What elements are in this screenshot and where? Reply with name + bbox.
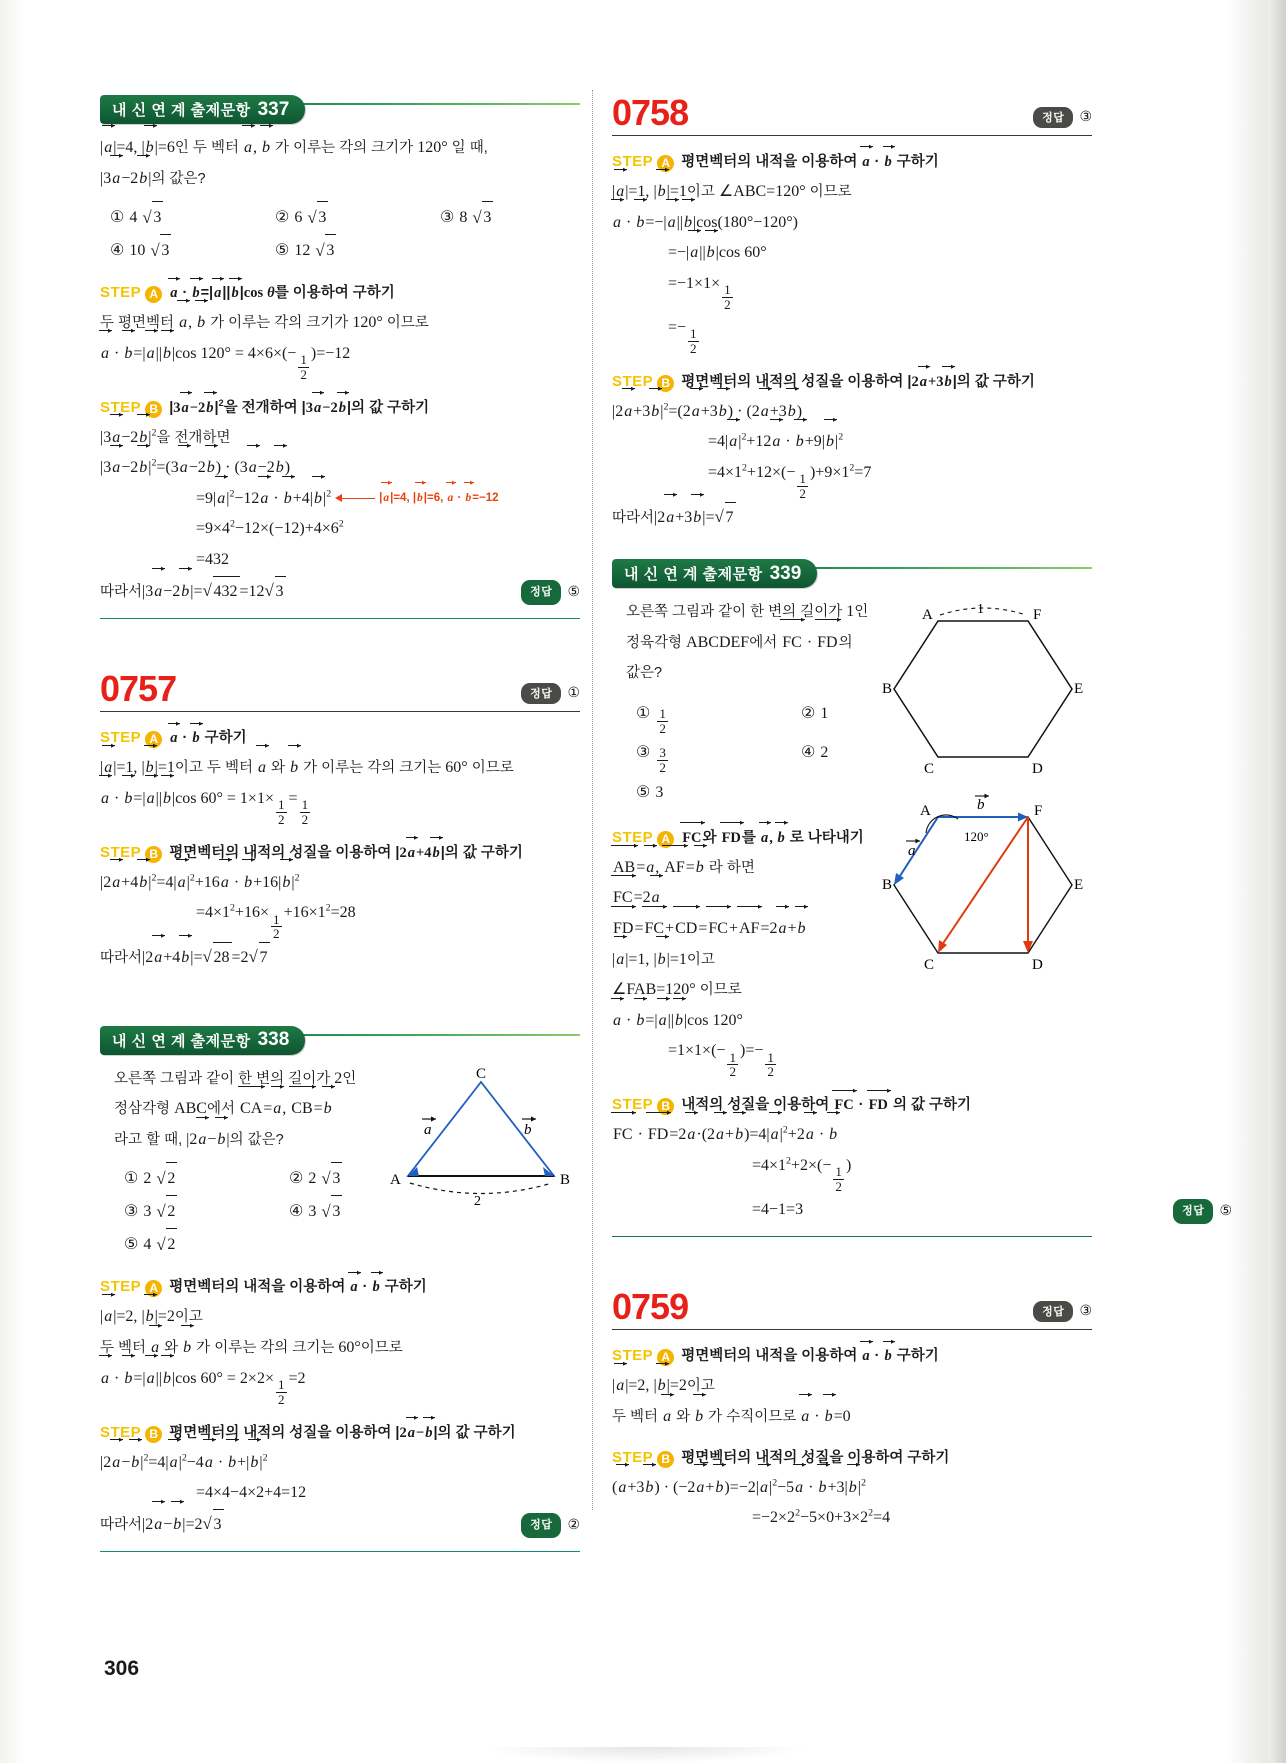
step-a-0758-line-3: =−|a||b|cos 60° [612,238,1092,268]
question-339-line-2: 정육각형 ABCDEF에서 FC · FD의 [626,628,1092,658]
naeshin-pill [100,1026,305,1055]
choice-5: ⑤ 3 [636,784,664,802]
svg-text:E: E [1074,877,1084,894]
hexagon-vectors-svg [882,789,1092,979]
step-a-339-line-2: FC=2a [612,883,1092,913]
svg-text:F: F [1033,607,1042,624]
step-a-339-line-1: AB=a, AF=b 라 하면 [612,853,1092,883]
step-b-338-line-2: =4×4−4×2+4=12 [196,1484,307,1502]
step-letter: B [145,401,162,418]
svg-text:B: B [882,877,893,894]
problem-number: 0759 [612,1286,689,1328]
choice-1: ① 2 √ 2 [124,1162,289,1195]
step-b-0759-line-2: $=-2\times 2^2-5\times 0+3\times 2^2=4$ [752,1507,891,1527]
answer-label: 정답 [521,1513,561,1538]
step-letter: A [145,286,162,303]
left-column [100,95,580,1552]
step-b-0757-line-1: $|2a+4b|^2=4|a|^2+16a \cdot b+16|b|^2$ [100,868,580,898]
answer-value: ⑤ [1219,1203,1232,1219]
hexagon-svg [882,597,1087,777]
answer-label: 정답 [521,683,561,704]
answer-value: ⑤ [567,584,580,600]
step-title: a · b 구하기 [170,730,247,747]
problem-339 [612,559,1232,1237]
step-a-0757-line-1: |a|=1, |b|=1이고 두 벡터 a 와 b 가 이루는 각의 크기는 60° 이므로 [100,753,580,783]
step-word: STEP [100,843,142,861]
step-title: 평면벡터의 내적을 이용하여 a · b 구하기 [681,154,939,170]
step-b-0758-line-3: $=4\times 1^2+12\times(-$ $\frac{1}{2}$ )$+9\times 1^2=7$ [708,462,872,501]
step-word: STEP [612,1347,654,1365]
step-a-0758-line-2: a · b=−|a||b|cos(180°−120°) [612,208,1092,238]
step-b-0757-line-3: 따라서|2a+4b|= √ 28 =2 √ 7 [100,942,580,973]
page-number: 306 [104,1657,140,1680]
step-title: 평면벡터의 내적의 성질을 이용하여 |2a+3b|의 값 구하기 [681,373,1035,390]
problem-0758 [612,92,1092,532]
step-b-337-line-1: $|3a-2b|^2$을 전개하면 [100,423,580,453]
choice-1: ① 4 √ 3 [110,201,275,234]
svg-text:A: A [920,803,931,820]
step-a-0759-line-1: |a|=2, |b|=2이고 [612,1371,1092,1401]
question-line-2: |3a−2b|의 값은? [100,164,580,194]
problem-0758-header [612,92,1092,136]
step-a-0758-line-4: =−1×1× $\frac{1}{2}$ [668,274,731,312]
step-word: STEP [612,1096,654,1114]
step-letter: B [657,1451,674,1468]
question-338-line-2: 정삼각형 ABC에서 CA=a, CB=b [114,1094,580,1124]
problem-number: 0757 [100,668,177,710]
step-b-0758-line-2: $=4|a|^2+12a \cdot b+9|b|^2$ [612,427,1092,457]
arrow-icon [335,494,375,503]
step-a-0758-line-1: |a|=1, |b|=1이고 ∠ABC=120° 이므로 [612,177,1092,207]
answer-badge-0758 [1033,107,1092,128]
answer-value: ③ [1079,110,1092,125]
step-b-0757 [100,841,580,862]
step-a-0757 [100,726,580,747]
step-a-338-line-1: |a|=2, |b|=2이고 [100,1302,580,1332]
step-a-339-line-3: FD=FC+CD=FC+AF=2a+b [612,914,1092,944]
naeshin-header-339 [612,559,1092,589]
svg-text:A: A [390,1171,401,1188]
choice-3: ③ 3 √ 2 [124,1195,289,1228]
problem-0759 [612,1286,1092,1532]
step-a-0757-line-2: a · b=|a||b|cos 60° = 1×1× $\frac{1}{2}$ = $\frac{1}{2}$ [100,784,580,827]
step-word: STEP [612,1448,654,1466]
choice-5: ⑤ 12 √ 3 [275,234,440,267]
step-letter: A [145,731,162,748]
step-a-339-line-6: a · b=|a||b|cos 120° [612,1006,1092,1036]
problem-rule [612,1329,1092,1330]
svg-text:E: E [1074,681,1084,698]
svg-text:C: C [476,1065,487,1082]
step-b-337-line-4: $=9\times 4^2-12\times(-12)+4\times 6^2$ [196,519,344,538]
page-right-edge [1268,0,1286,1763]
step-title: a · b=|a||b|cos θ를 이용하여 구하기 [170,285,395,302]
svg-text:a: a [908,843,916,860]
step-word: STEP [612,153,654,170]
answer-label: 정답 [1033,1301,1073,1322]
naeshin-number: 338 [257,1029,290,1051]
problem-337 [100,95,580,619]
svg-text:2: 2 [474,1193,481,1209]
choice-2: ② 2 √ 3 [289,1162,454,1195]
choice-2: ② 1 [801,704,829,722]
step-word: STEP [100,398,142,416]
step-b-339-line-1: FC · $FD=2a\cdot(2a+b)=4|a|^2+2a \cdot b$ [612,1120,1092,1150]
step-b-337-line-6: 따라서|3a−2b|= √ 432 =12 √ 3 정답 ⑤ [100,576,580,607]
svg-text:D: D [1032,957,1043,974]
answer-badge-0757 [521,683,580,704]
svg-text:120°: 120° [964,829,989,845]
choice-3: ③ $\frac{3}{2}$ [636,744,666,776]
red-annotation-337: |a|=4, |b|=6, a · b=−12 [335,488,498,509]
naeshin-number: 339 [769,562,802,584]
step-a-0759-line-2: 두 벡터 a 와 b 가 수직이므로 a · b=0 [612,1402,1092,1432]
step-a-337-line-2: a · b=|a||b|cos 120° = 4×6×(− $\frac{1}{2}$ )=−12 [100,339,580,382]
step-a-338-line-3: a · b=|a||b|cos 60° = 2×2× $\frac{1}{2}$ =2 [100,1364,580,1407]
answer-label: 정답 [1173,1199,1213,1224]
step-b-339-line-3: =4−1=3 정답 ⑤ [612,1195,1092,1225]
problem-338 [100,1026,580,1553]
svg-text:b: b [977,797,985,814]
answer-label: 정답 [1033,107,1073,128]
naeshin-pill [100,95,305,124]
choice-3: ③ 8 √ 3 [440,201,493,234]
problem-0759-header [612,1286,1092,1330]
step-b-0759-line-1: $(a+3b) \cdot (-2a+b)=-2|a|^2-5a \cdot b+3|b|^2$ [612,1473,1092,1503]
step-title: 평면벡터의 내적의 성질을 이용하여 구하기 [681,1449,950,1466]
step-letter: A [657,1349,674,1366]
step-b-337-line-3: $=9|a|^2-12a \cdot b+4|b|^2$ |a|=4, |b|=6, a · b=−12 [100,484,580,514]
step-a-339-line-5: ∠FAB=120° 이므로 [612,981,742,999]
problem-number: 0758 [612,92,689,133]
triangle-svg [386,1064,576,1209]
step-title: $|3a-2b|^2$을 전개하여 |3a−2b|의 값 구하기 [169,397,430,416]
step-a-338 [100,1275,580,1296]
step-letter: B [145,846,162,863]
step-a-337-line-1: 두 평면벡터 a, b 가 이루는 각의 크기가 120° 이므로 [100,308,580,338]
step-a-0759 [612,1344,1092,1365]
choice-4: ④ 2 [801,744,829,762]
step-word: STEP [612,828,654,846]
answer-value: ① [567,686,580,702]
step-title: 평면벡터의 내적의 성질을 이용하여 |2a−b|의 값 구하기 [169,1424,516,1441]
choice-2: ② 6 √ 3 [275,201,440,234]
step-a-339-line-7: =1×1×(− $\frac{1}{2}$ )=− $\frac{1}{2}$ [668,1042,774,1080]
step-b-338-line-3: 따라서|2a−b|=2 √ 3 정답 ② [100,1509,580,1540]
step-b-0758-line-4: 따라서|2a+3b|= √ 7 [612,502,1092,533]
figure-hexagon-339-top [882,597,1087,777]
step-word: STEP [100,1423,142,1441]
step-a-0758-line-5: =− $\frac{1}{2}$ [668,318,697,356]
right-column [612,92,1232,1534]
svg-text:1: 1 [977,602,984,618]
step-letter: A [145,1280,162,1297]
naeshin-header-337 [100,95,580,125]
problem-0757-header [100,668,580,712]
answer-badge-338 [521,1513,580,1539]
step-letter: B [657,1098,674,1115]
answer-value: ③ [1079,1304,1092,1320]
step-letter: A [657,831,674,848]
step-b-0758-line-1: $|2a+3b|^2=(2a+3b) \cdot (2a+3b)$ [612,397,1092,427]
step-a-339-line-4: |a|=1, |b|=1이고 [612,945,1092,975]
naeshin-number: 337 [257,98,290,120]
svg-text:D: D [1032,761,1043,778]
step-letter: B [145,1426,162,1443]
question-line-1: |a|=4, |b|=6인 두 벡터 a, b 가 이루는 각의 크기가 120° 일 때, [100,133,580,163]
svg-text:C: C [924,957,935,974]
separator-339 [612,1236,1092,1237]
answer-label: 정답 [521,580,561,605]
step-letter: B [657,375,674,392]
svg-text:C: C [924,761,935,778]
naeshin-header-338 [100,1026,580,1056]
choice-1: ① $\frac{1}{2}$ [636,704,666,736]
step-word: STEP [100,729,142,747]
step-word: STEP [612,372,654,390]
step-title: 내적의 성질을 이용하여 FC · FD 의 값 구하기 [681,1097,972,1114]
step-a-337 [100,281,580,302]
step-b-339 [612,1093,1092,1114]
step-b-0758 [612,370,1092,391]
choice-4: ④ 3 √ 3 [289,1195,454,1228]
answer-badge-339 [1173,1199,1232,1225]
naeshin-label: 내 신 연 계 출제문항 [112,102,251,119]
naeshin-pill [612,559,817,588]
separator-338 [100,1551,580,1552]
column-divider [592,90,593,1510]
step-letter: A [657,155,674,172]
svg-text:B: B [882,681,893,698]
question-338-line-1: 오른쪽 그림과 같이 한 변의 길이가 2인 [114,1069,357,1087]
figure-triangle-338 [386,1064,576,1209]
problem-rule [100,711,580,712]
step-a-338-line-2: 두 벡터 a 와 b 가 이루는 각의 크기는 60°이므로 [100,1333,580,1363]
svg-text:b: b [524,1121,532,1138]
naeshin-label: 내 신 연 계 출제문항 [624,566,763,584]
svg-text:F: F [1034,803,1043,820]
step-b-337-line-2: $|3a-2b|^2=(3a-2b) \cdot (3a-2b)$ [100,453,580,483]
answer-badge-0759 [1033,1301,1092,1322]
step-title: 평면벡터의 내적의 성질을 이용하여 |2a+4b|의 값 구하기 [169,844,523,861]
question-338-line-3: 라고 할 때, |2a−b|의 값은? [114,1125,580,1155]
figure-hexagon-339-bottom [882,789,1092,979]
step-b-339-line-2: $=4\times 1^2+2\times(-$ $\frac{1}{2}$ ) [752,1155,852,1194]
question-339-line-3: 값은? [626,665,663,682]
step-word: STEP [100,284,142,302]
svg-text:A: A [922,607,933,624]
svg-text:a: a [424,1121,432,1138]
step-b-337 [100,396,580,417]
step-a-0758 [612,150,1092,171]
choice-5: ⑤ 4 √ 2 [124,1228,289,1261]
step-title: FC와 FD를 a, b 로 나타내기 [682,829,864,846]
page-bottom-shadow [480,1747,810,1763]
svg-text:B: B [560,1171,571,1188]
step-word: STEP [100,1278,142,1296]
choice-4: ④ 10 √ 3 [110,234,275,267]
choices-337 [110,201,580,267]
answer-badge-337 [521,580,580,606]
question-339-line-1: 오른쪽 그림과 같이 한 변의 길이가 1인 [626,603,869,621]
step-b-338-line-1: $|2a-b|^2=4|a|^2-4a \cdot b+|b|^2$ [100,1448,580,1478]
problem-rule [612,135,1092,136]
step-b-0757-line-2: $=4\times 1^2+16\times$ $\frac{1}{2}$ $+16\times 1^2=28$ [196,902,356,942]
naeshin-label: 내 신 연 계 출제문항 [112,1032,251,1050]
step-title: 평면벡터의 내적을 이용하여 a · b 구하기 [169,1279,427,1296]
step-title: 평면벡터의 내적을 이용하여 a · b 구하기 [681,1348,939,1365]
problem-0757 [100,668,580,973]
step-b-337-line-5: =432 [196,551,230,569]
answer-value: ② [567,1517,580,1533]
